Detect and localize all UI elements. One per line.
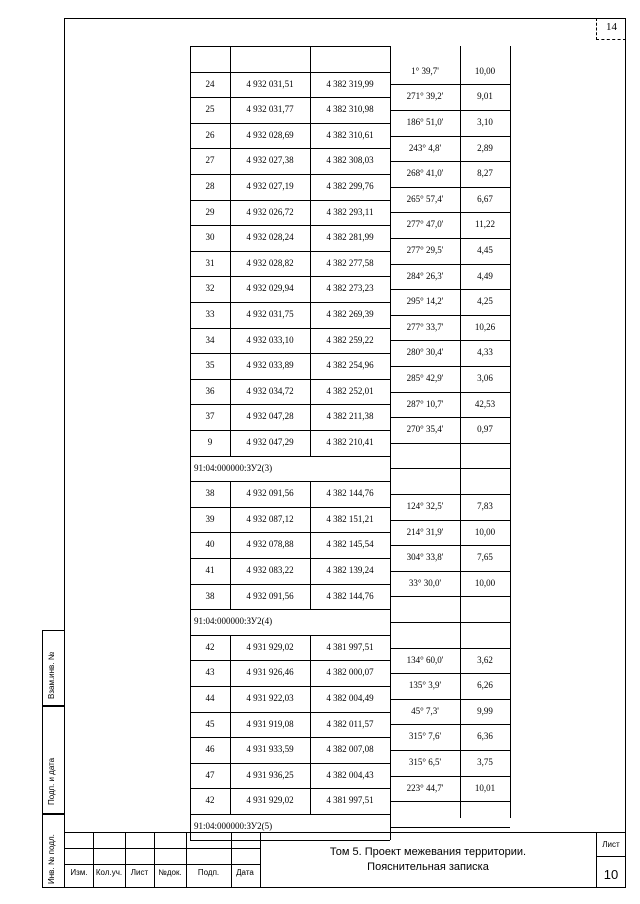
point-y-coordinate: 4 382 310,98 (326, 104, 374, 115)
point-number: 40 (205, 539, 215, 550)
segment-direction-angle: 277° 47,0' (406, 219, 444, 230)
tb-header-ndok: №док. (158, 868, 182, 877)
point-number: 32 (205, 283, 215, 294)
point-x-coordinate: 4 932 091,56 (246, 488, 294, 499)
point-y-coordinate: 4 382 319,99 (326, 78, 374, 89)
point-y-coordinate: 4 382 151,21 (326, 513, 374, 524)
point-x-coordinate: 4 931 933,59 (246, 744, 294, 755)
segments-col-rule (510, 46, 511, 818)
point-y-coordinate: 4 382 293,11 (326, 206, 374, 217)
document-title-line1: Том 5. Проект межевания территории. (329, 846, 527, 858)
point-x-coordinate: 4 932 078,88 (246, 539, 294, 550)
point-y-coordinate: 4 381 997,51 (326, 795, 374, 806)
point-x-coordinate: 4 932 028,24 (246, 232, 294, 243)
point-number: 34 (205, 334, 215, 345)
segment-direction-angle: 223° 44,7' (406, 782, 444, 793)
point-number: 46 (205, 744, 215, 755)
segment-direction-angle: 45° 7,3' (411, 705, 439, 716)
side-label-inventory: Инв. № подл. (47, 834, 56, 884)
tb-col-rule (231, 832, 232, 888)
point-y-coordinate: 4 382 273,23 (326, 283, 374, 294)
point-number: 30 (205, 232, 215, 243)
tb-header-kolvo: Кол.уч. (95, 868, 123, 877)
tb-col-rule (125, 832, 126, 888)
document-title-line2: Пояснительная записка (367, 861, 489, 873)
segment-length: 7,65 (477, 552, 493, 563)
point-y-coordinate: 4 382 144,76 (326, 488, 374, 499)
tb-rule (64, 832, 626, 833)
segment-direction-angle: 214° 31,9' (406, 526, 444, 537)
segment-direction-angle: 304° 33,8' (406, 552, 444, 563)
segment-length: 0,97 (477, 424, 493, 435)
point-y-coordinate: 4 382 000,07 (326, 667, 374, 678)
point-y-coordinate: 4 382 007,08 (326, 744, 374, 755)
parcel-header: 91:04:000000:ЗУ2(4) (194, 616, 273, 627)
point-number: 27 (205, 155, 215, 166)
point-number: 36 (205, 385, 215, 396)
segment-direction-angle (390, 596, 460, 622)
tb-header-izm: Изм. (70, 868, 88, 877)
point-y-coordinate: 4 382 259,22 (326, 334, 374, 345)
point-y-coordinate: 4 382 310,61 (326, 129, 374, 140)
point-number: 24 (205, 78, 215, 89)
point-number: 47 (205, 769, 215, 780)
side-label-replaced: Взам.инв. № (47, 651, 56, 699)
tb-col-rule (260, 832, 261, 888)
point-y-coordinate: 4 382 004,43 (326, 769, 374, 780)
segment-direction-angle: 270° 35,4' (406, 424, 444, 435)
segment-length: 3,06 (477, 373, 493, 383)
page-number-top: 14 (596, 18, 626, 40)
tb-header-podp: Подп. (197, 868, 220, 877)
segment-direction-angle: 287° 10,7' (406, 398, 444, 409)
segment-length (460, 443, 510, 469)
coords-col-rule (310, 46, 311, 72)
point-y-coordinate: 4 382 211,38 (326, 411, 374, 422)
point-x-coordinate: 4 931 922,03 (246, 693, 294, 703)
segment-direction-angle: 284° 26,3' (406, 270, 444, 281)
segment-length: 6,36 (477, 731, 493, 742)
point-x-coordinate: 4 932 031,77 (246, 104, 294, 115)
tb-col-rule (596, 832, 597, 888)
segment-length: 11,22 (475, 219, 495, 230)
segment-length: 10,26 (474, 321, 496, 332)
point-number: 26 (205, 129, 215, 140)
point-y-coordinate: 4 382 299,76 (326, 181, 374, 191)
tb-header-list: Лист (130, 868, 149, 877)
segment-length: 10,01 (474, 782, 496, 793)
segments-row-rule (390, 827, 510, 828)
point-y-coordinate: 4 382 144,76 (326, 590, 374, 601)
point-number: 29 (205, 206, 215, 217)
point-x-coordinate: 4 932 029,94 (246, 283, 294, 294)
coords-col-rule (230, 46, 231, 72)
segment-length (460, 801, 510, 827)
segment-length: 2,89 (477, 142, 493, 153)
segment-length: 3,75 (477, 757, 493, 767)
point-x-coordinate: 4 932 028,69 (246, 129, 294, 140)
point-x-coordinate: 4 932 083,22 (246, 565, 294, 575)
tb-header-data: Дата (236, 868, 254, 877)
segment-direction-angle: 33° 30,0' (408, 577, 442, 588)
point-number: 33 (205, 309, 215, 319)
point-number: 38 (205, 590, 215, 601)
segment-direction-angle: 186° 51,0' (406, 117, 444, 127)
point-number: 42 (205, 641, 215, 652)
point-number: 43 (205, 667, 215, 678)
segment-direction-angle: 315° 7,6' (408, 731, 442, 742)
point-x-coordinate: 4 932 087,12 (246, 513, 294, 524)
point-y-coordinate: 4 382 004,49 (326, 693, 374, 703)
point-x-coordinate: 4 932 031,75 (246, 309, 294, 319)
segment-length: 10,00 (474, 577, 496, 588)
segment-length: 42,53 (474, 398, 496, 409)
segment-direction-angle: 271° 39,2' (406, 91, 444, 102)
point-number: 35 (205, 360, 215, 371)
point-x-coordinate: 4 932 027,19 (246, 181, 294, 191)
point-number: 37 (205, 411, 215, 422)
point-number: 38 (205, 488, 215, 499)
point-number: 25 (205, 104, 215, 115)
point-x-coordinate: 4 932 091,56 (246, 590, 294, 601)
tb-col-rule (154, 832, 155, 888)
tb-col-rule (93, 832, 94, 888)
segment-direction-angle: 285° 42,9' (406, 373, 444, 383)
point-y-coordinate: 4 382 277,58 (326, 257, 374, 268)
point-y-coordinate: 4 382 252,01 (326, 385, 374, 396)
segment-length: 10,00 (474, 526, 496, 537)
parcel-header: 91:04:000000:ЗУ2(5) (194, 821, 273, 831)
segment-length: 3,62 (477, 654, 493, 665)
segment-length: 3,10 (477, 117, 493, 127)
point-y-coordinate: 4 382 269,39 (326, 309, 374, 319)
side-label-signature: Подп. и дата (47, 757, 56, 805)
point-x-coordinate: 4 932 047,29 (246, 437, 294, 447)
parcel-header: 91:04:000000:ЗУ2(3) (194, 462, 273, 473)
point-x-coordinate: 4 932 033,89 (246, 360, 294, 371)
point-y-coordinate: 4 382 139,24 (326, 565, 374, 575)
point-x-coordinate: 4 932 047,28 (246, 411, 294, 422)
segment-length: 9,01 (477, 91, 493, 102)
point-x-coordinate: 4 931 929,02 (246, 795, 294, 806)
point-number: 31 (205, 257, 215, 268)
point-x-coordinate: 4 932 026,72 (246, 206, 294, 217)
segment-direction-angle: 135° 3,9' (408, 680, 442, 691)
point-y-coordinate: 4 382 011,57 (326, 718, 374, 729)
point-x-coordinate: 4 932 034,72 (246, 385, 294, 396)
segment-length: 8,27 (477, 168, 493, 179)
coords-row-rule (190, 840, 390, 841)
segment-direction-angle: 1° 39,7' (411, 65, 439, 76)
segment-direction-angle: 243° 4,8' (408, 142, 442, 153)
segment-direction-angle (390, 622, 460, 648)
sheet-label: Лист (602, 840, 620, 849)
segment-length: 6,26 (477, 680, 493, 691)
point-x-coordinate: 4 932 033,10 (246, 334, 294, 345)
point-y-coordinate: 4 382 308,03 (326, 155, 374, 166)
segment-direction-angle: 277° 29,5' (406, 245, 444, 255)
point-number: 41 (205, 565, 215, 575)
segment-length: 4,25 (477, 296, 493, 307)
point-x-coordinate: 4 932 031,51 (246, 78, 294, 89)
segment-length: 4,33 (477, 347, 493, 358)
point-number: 28 (205, 181, 215, 191)
point-x-coordinate: 4 931 926,46 (246, 667, 294, 678)
segment-length: 4,49 (477, 270, 493, 281)
point-number: 39 (205, 513, 215, 524)
point-x-coordinate: 4 931 919,08 (246, 718, 294, 729)
point-x-coordinate: 4 932 028,82 (246, 257, 294, 268)
segment-direction-angle: 295° 14,2' (406, 296, 444, 307)
segment-length: 10,00 (474, 65, 496, 76)
point-number: 9 (207, 437, 213, 447)
point-number: 44 (205, 693, 215, 703)
segment-length (460, 596, 510, 622)
segment-direction-angle: 265° 57,4' (406, 193, 444, 204)
segment-length: 9,99 (477, 705, 493, 716)
point-y-coordinate: 4 382 210,41 (326, 437, 374, 447)
segment-length: 4,45 (477, 245, 493, 255)
tb-rule (596, 856, 626, 857)
point-x-coordinate: 4 931 929,02 (246, 641, 294, 652)
sheet-number: 10 (603, 867, 619, 882)
segment-length (460, 622, 510, 648)
coords-row-rule (190, 46, 390, 47)
point-x-coordinate: 4 931 936,25 (246, 769, 294, 780)
segment-direction-angle: 315° 6,5' (408, 757, 442, 767)
segment-direction-angle: 134° 60,0' (406, 654, 444, 665)
point-x-coordinate: 4 932 027,38 (246, 155, 294, 166)
segment-direction-angle (390, 468, 460, 494)
point-number: 42 (205, 795, 215, 806)
segment-direction-angle: 124° 32,5' (406, 501, 444, 511)
point-y-coordinate: 4 382 254,96 (326, 360, 374, 371)
segment-length (460, 468, 510, 494)
point-number: 45 (205, 718, 215, 729)
segment-length: 7,83 (477, 501, 493, 511)
point-y-coordinate: 4 381 997,51 (326, 641, 374, 652)
segment-direction-angle: 280° 30,4' (406, 347, 444, 358)
point-y-coordinate: 4 382 281,99 (326, 232, 374, 243)
segment-length: 6,67 (477, 193, 493, 204)
segment-direction-angle (390, 801, 460, 827)
segment-direction-angle: 277° 33,7' (406, 321, 444, 332)
point-y-coordinate: 4 382 145,54 (326, 539, 374, 550)
tb-col-rule (186, 832, 187, 888)
segment-direction-angle: 268° 41,0' (406, 168, 444, 179)
segment-direction-angle (390, 443, 460, 469)
